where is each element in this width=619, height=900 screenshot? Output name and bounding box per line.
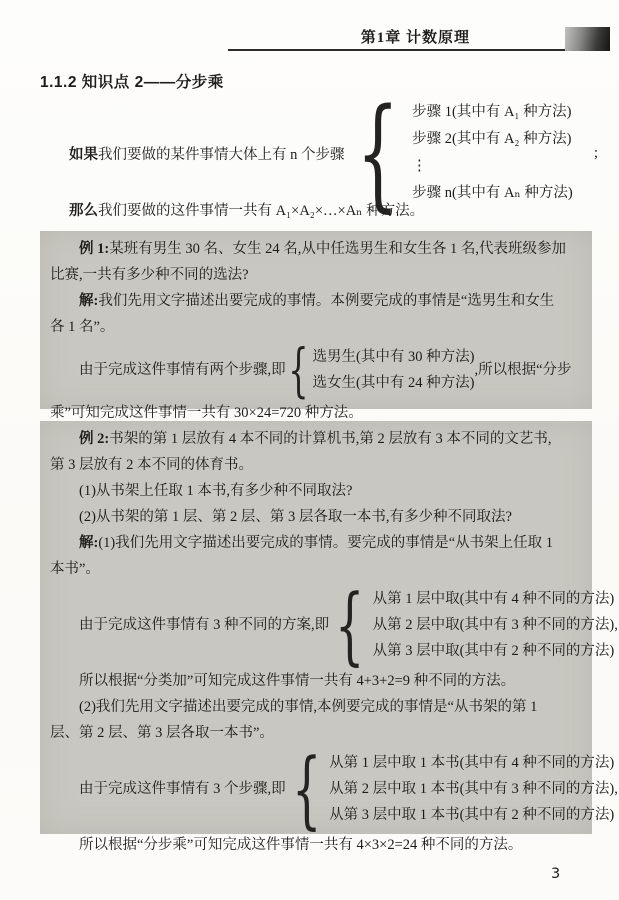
brace-item: 选男生(其中有 30 种方法) [312, 349, 475, 365]
example1-label: 例 1: [79, 241, 110, 257]
brace-item: 从第 3 层中取 1 本书(其中有 2 种不同的方法) [329, 807, 615, 823]
example2-solution1-text: (1)我们先用文字描述出要完成的事情。要完成的事情是“从书架上任取 1 [98, 535, 554, 551]
example1-solution-line1 [50, 288, 582, 314]
brace-item: 步骤 n(其中有 Aₙ 种方法) [412, 185, 573, 201]
example2-brace2-items [329, 750, 618, 828]
example2-brace1-row [50, 576, 618, 674]
brace-item: 选女生(其中有 24 种方法) [312, 375, 475, 391]
brace-item: 从第 1 层中取 1 本书(其中有 4 种不同的方法) [329, 755, 615, 771]
brace-item: 从第 2 层中取 1 本书(其中有 3 种不同的方法), [329, 781, 618, 797]
brace-item: 步骤 1(其中有 A₁ 种方法) [412, 104, 572, 120]
brace-item: 从第 2 层中取(其中有 3 种不同的方法), [372, 617, 618, 633]
example2-solution1-line2: 本书”。 [50, 561, 100, 577]
example2-solution2-line2: 层、第 2 层、第 3 层各取一本书”。 [50, 725, 274, 741]
intro-conclusion [40, 198, 598, 224]
example2-brace2-lead: 由于完成这件事情有 3 个步骤,即 [79, 781, 286, 797]
intro-conclusion-rest: 我们要做的这件事情一共有 A₁×A₂×…×Aₙ 种方法。 [98, 203, 425, 219]
example2-setup-line2: 第 3 层放有 2 本不同的体育书。 [50, 457, 253, 473]
intro-conclusion-bold: 那么 [69, 203, 98, 219]
intro-semicolon: ; [593, 144, 598, 161]
example1-question-line1 [50, 236, 582, 262]
example1-question-line2: 比赛,一共有多少种不同的选法? [50, 267, 249, 283]
left-brace-icon: { [287, 336, 309, 404]
brace-item: 步骤 2(其中有 A₂ 种方法) [412, 131, 572, 147]
header-rule [228, 49, 588, 51]
intro-lead-bold: 如果 [69, 146, 98, 163]
left-brace-icon: { [335, 576, 365, 674]
example1-brace-lead: 由于完成这件事情有两个步骤,即 [79, 362, 286, 378]
intro-lead [40, 143, 345, 164]
example2-setup-text: 书架的第 1 层放有 4 本不同的计算机书,第 2 层放有 3 本不同的文艺书, [109, 431, 552, 447]
example1-solution-line2: 各 1 名”。 [50, 319, 115, 335]
example1-solution-text: 我们先用文字描述出要完成的事情。本例要完成的事情是“选男生和女生 [98, 293, 555, 309]
left-brace-icon: { [291, 740, 322, 838]
example2-solution1-line1 [50, 530, 582, 556]
example2-conclusion2: 所以根据“分步乘”可知完成这件事情一共有 4×3×2=24 种不同的方法。 [79, 837, 523, 853]
intro-lead-rest: 我们要做的某件事情大体上有 n 个步骤 [98, 146, 345, 163]
example2-question1: (1)从书架上任取 1 本书,有多少种不同取法? [79, 483, 353, 499]
example2-solution2-line1: (2)我们先用文字描述出要完成的事情,本例要完成的事情是“从书架的第 1 [79, 699, 538, 715]
example1-brace-trail: ,所以根据“分步 [474, 362, 572, 378]
header-accent-block [565, 27, 610, 51]
example1-brace-items [313, 344, 475, 396]
example2-label: 例 2: [79, 431, 110, 447]
example1-solution-label: 解: [79, 293, 99, 309]
example2-brace1-items [373, 586, 618, 664]
example2-solution-label: 解: [79, 535, 99, 551]
example2-question2: (2)从书架的第 1 层、第 2 层、第 3 层各取一本书,有多少种不同取法? [79, 509, 512, 525]
page-number: 3 [551, 866, 561, 882]
example1-box [40, 231, 592, 421]
example2-setup-line1 [50, 426, 582, 452]
running-header: 第1章 计数原理 [360, 30, 470, 46]
brace-item: 从第 1 层中取(其中有 4 种不同的方法) [372, 591, 615, 607]
step-list [412, 99, 573, 207]
brace-item: ⋮ [412, 158, 427, 174]
example2-brace2-row [50, 740, 618, 838]
example2-brace1-lead: 由于完成这件事情有 3 种不同的方案,即 [79, 617, 330, 633]
example2-conclusion1: 所以根据“分类加”可知完成这件事情一共有 4+3+2=9 种不同的方法。 [79, 673, 516, 689]
example1-question-text: 某班有男生 30 名、女生 24 名,从中任选男生和女生各 1 名,代表班级参加 [109, 241, 566, 257]
left-brace-icon: { [355, 82, 399, 224]
brace-item: 从第 3 层中取(其中有 2 种不同的方法) [372, 643, 615, 659]
section-heading: 1.1.2 知识点 2——分步乘 [40, 74, 224, 91]
example1-brace-row [50, 336, 582, 404]
example2-box [40, 421, 618, 853]
example1-conclusion: 乘”可知完成这件事情一共有 30×24=720 种方法。 [50, 405, 363, 421]
